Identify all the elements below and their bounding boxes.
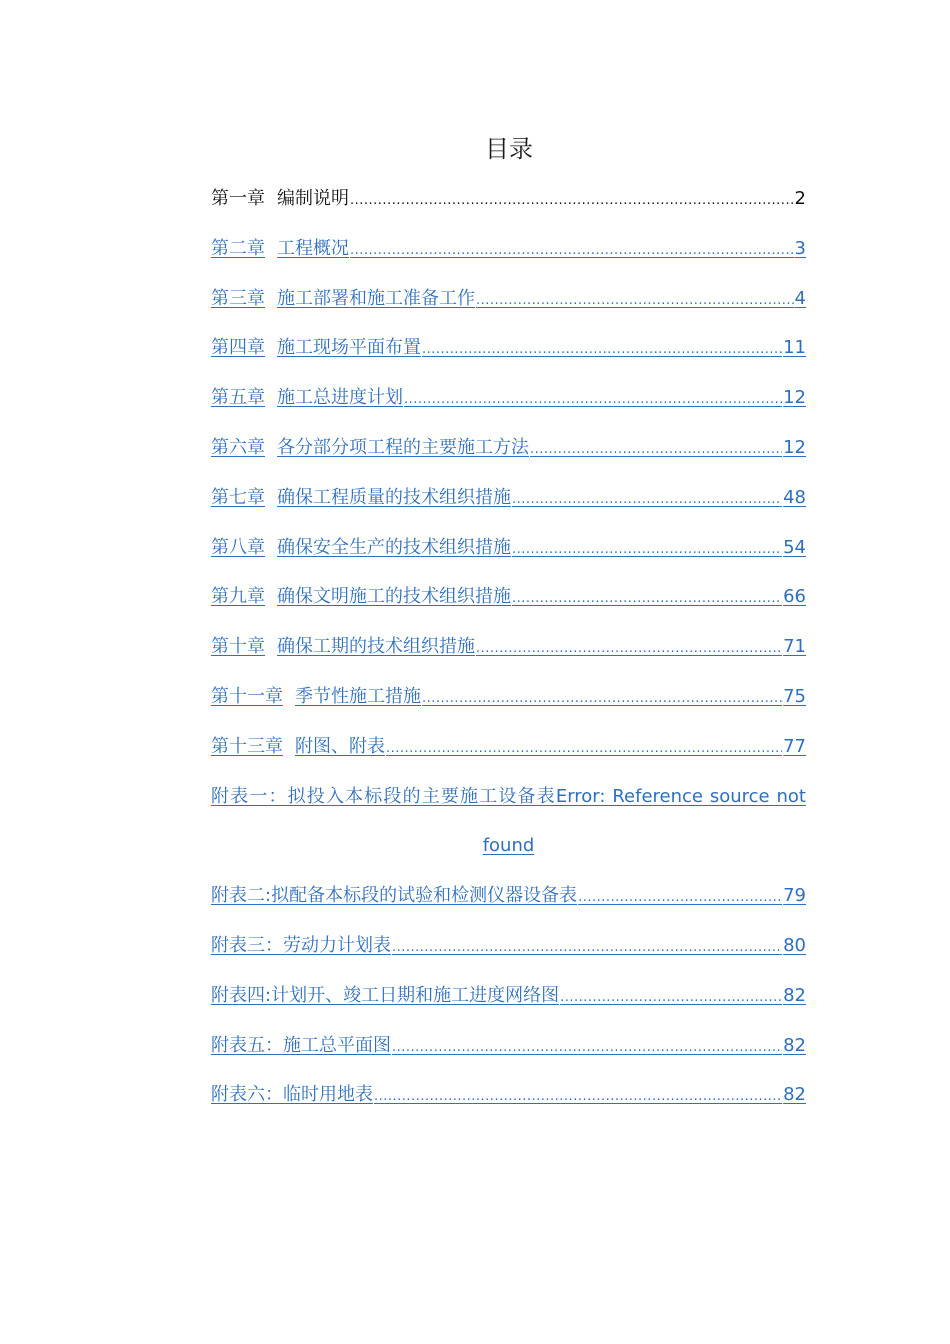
toc-entry-page: 79 [783,885,806,907]
toc-dot-leader [350,232,794,268]
toc-entry-page: 12 [783,387,806,409]
toc-entry-number: 第一章 [211,188,265,209]
toc-entry-page: 3 [794,237,806,259]
toc-entry-number: 第八章 [211,536,265,558]
toc-entry-title: 附表六：临时用地表 [211,1084,373,1106]
toc-entry-page: 82 [783,984,806,1006]
toc-dot-leader [530,431,782,467]
toc-entry-chapter-10[interactable] [211,630,806,680]
toc-entry-page: 48 [783,486,806,508]
table-of-contents [211,182,806,1128]
toc-dot-leader [422,680,782,716]
toc-entry-chapter-5[interactable] [211,381,806,431]
toc-entry-page: 80 [783,934,806,956]
toc-entry-number: 第十三章 [211,735,283,757]
toc-entry-number: 第六章 [211,436,265,458]
toc-entry-chapter-9[interactable] [211,580,806,630]
toc-entry-appendix-5[interactable] [211,1029,806,1079]
toc-entry-number: 第二章 [211,237,265,259]
toc-entry-chapter-1 [211,182,806,232]
toc-entry-page: 4 [794,287,806,309]
toc-entry-title: 确保工期的技术组织措施 [277,636,475,658]
toc-entry-page: 82 [783,1084,806,1106]
toc-dot-leader [386,730,782,766]
toc-entry-page: 82 [783,1034,806,1056]
page-title: 目录 [485,135,533,163]
toc-entry-number: 第三章 [211,287,265,309]
toc-entry-title-continuation: found [482,835,535,857]
toc-entry-title: 工程概况 [277,237,349,259]
toc-entry-page: 75 [783,685,806,707]
toc-dot-leader [476,630,782,666]
toc-entry-title: 附图、附表 [295,735,385,757]
toc-entry-title: 附表二:拟配备本标段的试验和检测仪器设备表 [211,885,578,907]
toc-entry-title: 施工现场平面布置 [277,337,421,359]
toc-entry-chapter-11[interactable] [211,680,806,730]
toc-entry-title: 附表一：拟投入本标段的主要施工设备表Error: Reference source not [211,785,806,807]
toc-entry-appendix-6[interactable] [211,1078,806,1128]
toc-entry-title: 附表五：施工总平面图 [211,1034,391,1056]
toc-entry-title: 附表三：劳动力计划表 [211,934,391,956]
toc-dot-leader [350,182,794,218]
toc-entry-number: 第五章 [211,387,265,409]
toc-entry-page: 66 [783,586,806,608]
toc-dot-leader [392,1029,782,1065]
toc-dot-leader [476,282,794,318]
toc-entry-appendix-3[interactable] [211,929,806,979]
toc-entry-chapter-8[interactable] [211,531,806,581]
toc-entry-title: 季节性施工措施 [295,685,421,707]
toc-dot-leader [404,381,782,417]
toc-dot-leader [374,1078,782,1114]
toc-entry-title: 确保工程质量的技术组织措施 [277,486,511,508]
toc-dot-leader [560,979,782,1015]
toc-entry-title: 附表四:计划开、竣工日期和施工进度网络图 [211,984,560,1006]
toc-entry-chapter-6[interactable] [211,431,806,481]
toc-dot-leader [512,481,782,517]
toc-entry-title: 各分部分项工程的主要施工方法 [277,436,529,458]
toc-dot-leader [578,879,782,915]
toc-dot-leader [422,331,782,367]
toc-entry-page: 54 [783,536,806,558]
toc-dot-leader [512,580,782,616]
toc-entry-number: 第七章 [211,486,265,508]
toc-entry-title: 确保安全生产的技术组织措施 [277,536,511,558]
toc-entry-page: 12 [783,436,806,458]
toc-entry-chapter-4[interactable] [211,331,806,381]
toc-entry-number: 第九章 [211,586,265,608]
toc-dot-leader [392,929,782,965]
toc-entry-chapter-13[interactable] [211,730,806,780]
toc-entry-chapter-3[interactable] [211,282,806,332]
toc-entry-appendix-4[interactable] [211,979,806,1029]
toc-entry-number: 第四章 [211,337,265,359]
toc-entry-page: 2 [794,188,806,209]
toc-entry-chapter-2[interactable] [211,232,806,282]
toc-entry-title: 编制说明 [277,188,349,209]
toc-entry-number: 第十章 [211,636,265,658]
toc-entry-appendix-1[interactable] [211,780,806,880]
toc-entry-title: 施工部署和施工准备工作 [277,287,475,309]
toc-entry-page: 77 [783,735,806,757]
toc-entry-title: 确保文明施工的技术组织措施 [277,586,511,608]
toc-entry-number: 第十一章 [211,685,283,707]
toc-entry-title: 施工总进度计划 [277,387,403,409]
toc-entry-chapter-7[interactable] [211,481,806,531]
toc-entry-page: 71 [783,636,806,658]
toc-entry-appendix-2[interactable] [211,879,806,929]
toc-dot-leader [512,531,782,567]
toc-entry-page: 11 [783,337,806,359]
